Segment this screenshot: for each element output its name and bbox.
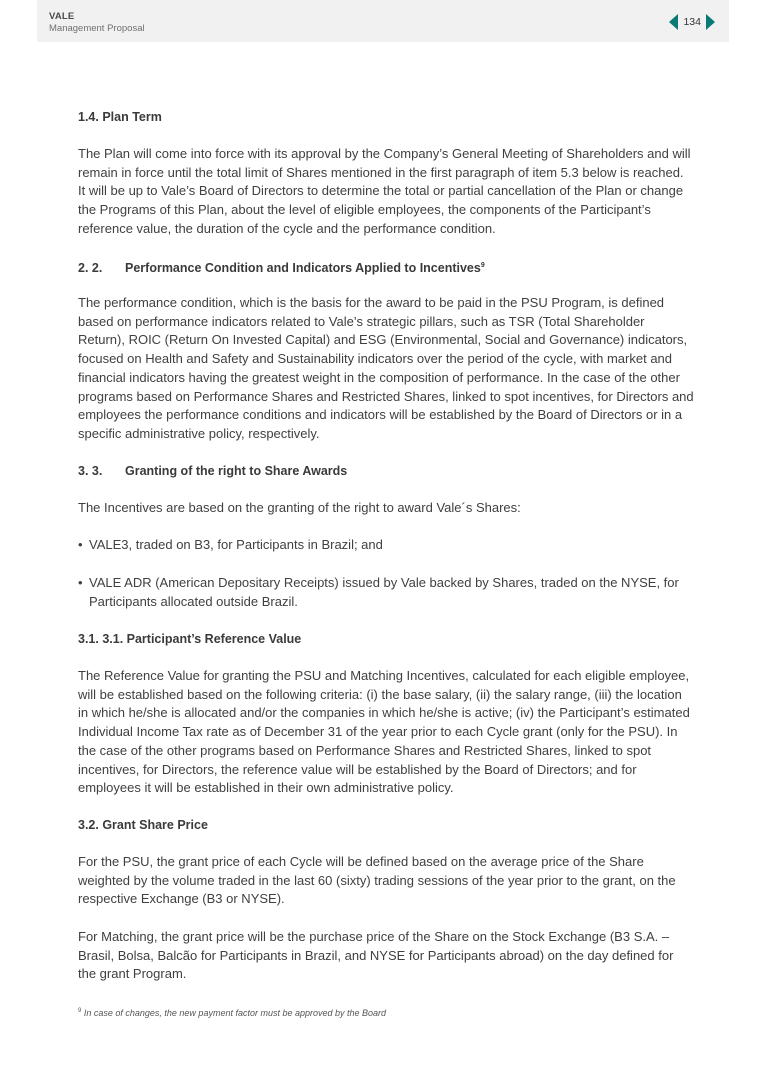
page-header [37, 0, 729, 42]
list-item-text: VALE ADR (American Depositary Receipts) issued by Vale backed by Shares, traded on the NYSE, for Participants allocated outside Brazil. [89, 575, 679, 609]
paragraph-plan-term: The Plan will come into force with its approval by the Company’s General Meeting of Shareholders and will remain in force until the total limit of Shares mentioned in the first paragraph of item 5.3 below is reached. It will be up to Vale’s Board of Directors to determine the total or partial cancellation of the Plan or change the Programs of this Plan, about the level of eligible employees, the components of the Participant’s reference value, the duration of the cycle and the performance condition. [78, 146, 691, 236]
section-number: 3. 3. [78, 464, 103, 478]
bullet-icon: • [78, 575, 83, 590]
footnote [78, 1005, 694, 1019]
paragraph-grant-price-psu: For the PSU, the grant price of each Cycle will be defined based on the average price of the Share weighted by the volume traded in the last 60 (sixty) trading sessions of the year prior to the grant, on the respective Exchange (B3 or NYSE). [78, 854, 676, 907]
section-title: Performance Condition and Indicators Applied to Incentives [125, 261, 481, 276]
paragraph-reference-value: The Reference Value for granting the PSU and Matching Incentives, calculated for each eligible employee, will be established based on the following criteria: (i) the base salary, (ii) the salary range, (iii) the location in which he/she is allocated and/or the companies in which he/she is active; (iv) the Participant’s estimated Individual Income Tax rate as of December 31 of the year prior to each Cycle grant (only for the PSU). In the case of the other programs based on Performance Shares and Restricted Shares, linked to spot incentives, for Directors, the reference value will be established by the Board of Directors; and for employees it will be established in their own administrative policy. [78, 668, 690, 796]
paragraph-performance: The performance condition, which is the basis for the award to be paid in the PSU Program, is defined based on performance indicators related to Vale’s strategic pillars, such as TSR (Total Shareholder Return), ROIC (Return On Invested Capital) and ESG (Environmental, Social and Governance) indicators, focused on Health and Safety and Sustainability indicators over the period of the cycle, with market and financial indicators having the greatest weight in the composition of performance. In the case of the other programs based on Performance Shares and Restricted Shares, linked to spot incentives, for Directors and employees the performance conditions and indicators will be established by the Board of Directors or in a specific administrative policy, respectively. [78, 295, 694, 441]
section-heading-performance [78, 257, 694, 277]
list-item-text: VALE3, traded on B3, for Participants in Brazil; and [89, 537, 383, 552]
previous-page-icon[interactable] [669, 14, 678, 30]
section-title: Granting of the right to Share Awards [125, 464, 348, 478]
list-item [78, 536, 694, 555]
next-page-icon[interactable] [706, 14, 715, 30]
footnote-reference: 9 [480, 262, 485, 269]
section-number: 2. 2. [78, 261, 103, 276]
page-navigator [669, 13, 715, 31]
section-heading-plan-term: 1.4. Plan Term [78, 110, 162, 124]
brand-block [49, 11, 145, 34]
paragraph-grant-price-matching: For Matching, the grant price will be the purchase price of the Share on the Stock Exchange (B3 S.A. – Brasil, Bolsa, Balcão for Participants in Brazil, and NYSE for Participants abroad) on the day defined for the grant Program. [78, 929, 674, 982]
section-heading-reference-value: 3.1. 3.1. Participant’s Reference Value [78, 632, 302, 646]
paragraph-granting-intro: The Incentives are based on the granting of the right to award Vale´s Shares: [78, 500, 521, 515]
brand-name: VALE [49, 11, 75, 22]
section-heading-grant-price: 3.2. Grant Share Price [78, 818, 208, 832]
bullet-icon: • [78, 537, 83, 552]
section-heading-granting [78, 462, 694, 480]
footnote-text: In case of changes, the new payment factor must be approved by the Board [83, 1008, 387, 1018]
document-subtitle: Management Proposal [49, 23, 145, 34]
list-item [78, 574, 694, 611]
footnote-marker: 9 [78, 1008, 82, 1014]
page-number: 134 [683, 16, 701, 28]
